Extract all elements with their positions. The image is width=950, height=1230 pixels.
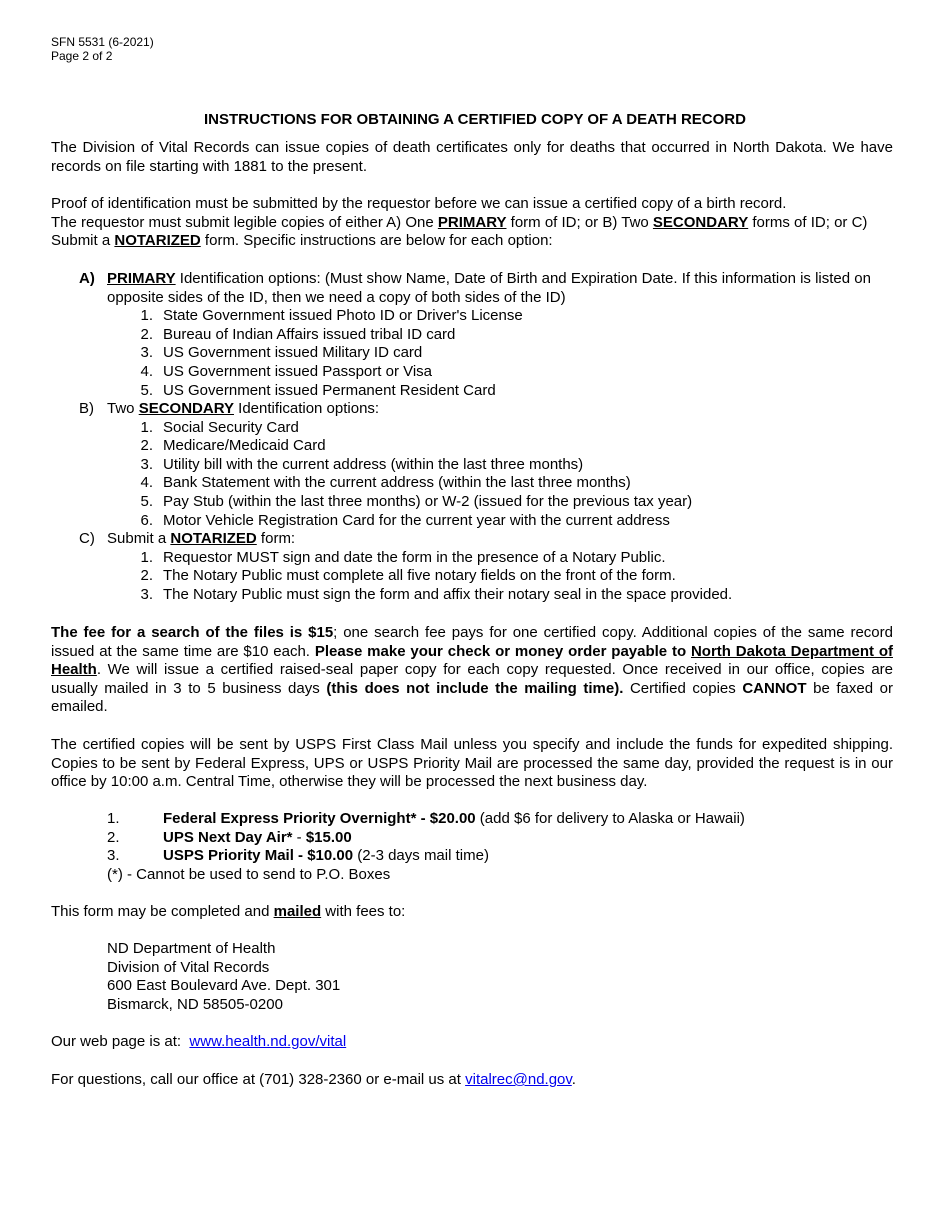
shipping-note: (*) - Cannot be used to send to P.O. Boxes: [107, 865, 391, 883]
website-link[interactable]: www.health.nd.gov/vital: [189, 1033, 347, 1050]
form-header: [51, 35, 154, 63]
mailed-keyword: mailed: [273, 903, 322, 920]
list-item: 1. Requestor MUST sign and date the form in the presence of a Notary Public.: [140, 548, 666, 566]
fee-paragraph: The fee for a search of the files is $15; one search fee pays for one certified copy. Additional copies of the same record issued at the same time are $10 each. Please make your check or money order payable to North Dakota Department of Health. We will issue a certified raised-seal paper copy for each copy requested. Once received in our office, copies are usually mailed in 3 to 5 business days (this does not include the mailing time). Certified copies CANNOT be faxed or emailed.: [51, 624, 893, 716]
list-item: 5. US Government issued Permanent Resident Card: [140, 381, 496, 399]
list-item: 1. Social Security Card: [140, 418, 299, 436]
secondary-keyword: SECONDARY: [652, 213, 749, 231]
list-item: 2. The Notary Public must complete all five notary fields on the front of the form.: [140, 567, 676, 585]
contact-line: For questions, call our office at (701) 328-2360 or e-mail us at vitalrec@nd.gov.: [51, 1071, 576, 1088]
option-b-heading: Two SECONDARY Identification options:: [107, 400, 380, 417]
shipping-option-fedex: 1. Federal Express Priority Overnight* - $20.00 (add $6 for delivery to Alaska or Hawaii): [107, 810, 745, 827]
address-line: Bismarck, ND 58505-0200: [107, 995, 283, 1013]
list-item: 5. Pay Stub (within the last three months) or W-2 (issued for the previous tax year): [140, 492, 693, 510]
form-number: SFN 5531 (6-2021): [51, 35, 154, 49]
web-line: Our web page is at: www.health.nd.gov/vital: [51, 1033, 347, 1050]
option-c-section: [79, 530, 893, 604]
list-item: 2. Bureau of Indian Affairs issued tribal ID card: [140, 325, 456, 343]
list-item: 2. Medicare/Medicaid Card: [140, 437, 326, 455]
list-item: 1. State Government issued Photo ID or Driver's License: [140, 307, 523, 325]
option-a-mark: A): [79, 270, 95, 287]
shipping-options: [51, 810, 893, 884]
option-c-heading: Submit a NOTARIZED form:: [107, 530, 296, 547]
address-line: Division of Vital Records: [107, 958, 270, 976]
option-a-section: [79, 270, 893, 400]
list-item: 4. US Government issued Passport or Visa: [140, 362, 433, 380]
list-item: 3. Utility bill with the current address (within the last three months): [140, 455, 584, 473]
list-item: 6. Motor Vehicle Registration Card for the current year with the current address: [140, 511, 670, 529]
option-c-list: [79, 549, 893, 605]
document-title: INSTRUCTIONS FOR OBTAINING A CERTIFIED COPY OF A DEATH RECORD: [204, 111, 746, 128]
option-b-list: [79, 419, 893, 531]
page-number: Page 2 of 2: [51, 49, 113, 63]
mail-instruction: This form may be completed and mailed with fees to:: [51, 903, 406, 920]
proof-line-1: Proof of identification must be submitted by the requestor before we can issue a certified copy of a birth record.: [51, 195, 787, 212]
option-b-mark: B): [79, 400, 94, 417]
option-a-heading: PRIMARY Identification options: (Must show Name, Date of Birth and Expiration Date. If this information is listed on opposite sides of the ID, then we need a copy of both sides of the ID): [107, 270, 871, 306]
list-item: 4. Bank Statement with the current address (within the last three months): [140, 474, 631, 492]
payee-name: North Dakota Department of Health: [51, 642, 893, 679]
notarized-keyword: NOTARIZED: [114, 232, 201, 250]
intro-paragraph: The Division of Vital Records can issue copies of death certificates only for deaths that occurred in North Dakota. We have records on file starting with 1881 to the present.: [51, 139, 893, 175]
proof-paragraph: [51, 195, 893, 251]
option-c-mark: C): [79, 530, 95, 547]
option-a-list: [79, 307, 893, 400]
primary-keyword: PRIMARY: [437, 213, 507, 231]
proof-line-2: The requestor must submit legible copies of either A) One PRIMARY form of ID; or B) Two SECONDARY forms of ID; or C) Submit a NOTARIZED form. Specific instructions are below for each option:: [51, 213, 868, 250]
list-item: 3. The Notary Public must sign the form and affix their notary seal in the space provided.: [140, 585, 733, 603]
option-b-section: [79, 400, 893, 530]
address-line: 600 East Boulevard Ave. Dept. 301: [107, 977, 341, 995]
email-link[interactable]: vitalrec@nd.gov: [465, 1071, 572, 1088]
address-line: ND Department of Health: [107, 940, 276, 957]
mailing-address: [107, 940, 340, 1014]
shipping-paragraph: The certified copies will be sent by USPS First Class Mail unless you specify and include the funds for expedited shipping. Copies to be sent by Federal Express, UPS or USPS Priority Mail are processed the same day, provided the request is in our office by 10:00 a.m. Central Time, otherwise they will be processed the next business day.: [51, 736, 893, 791]
shipping-option-ups: 2. UPS Next Day Air* - $15.00: [107, 828, 352, 846]
list-item: 3. US Government issued Military ID card: [140, 344, 423, 362]
shipping-option-usps: 3. USPS Priority Mail - $10.00 (2-3 days mail time): [107, 847, 489, 865]
